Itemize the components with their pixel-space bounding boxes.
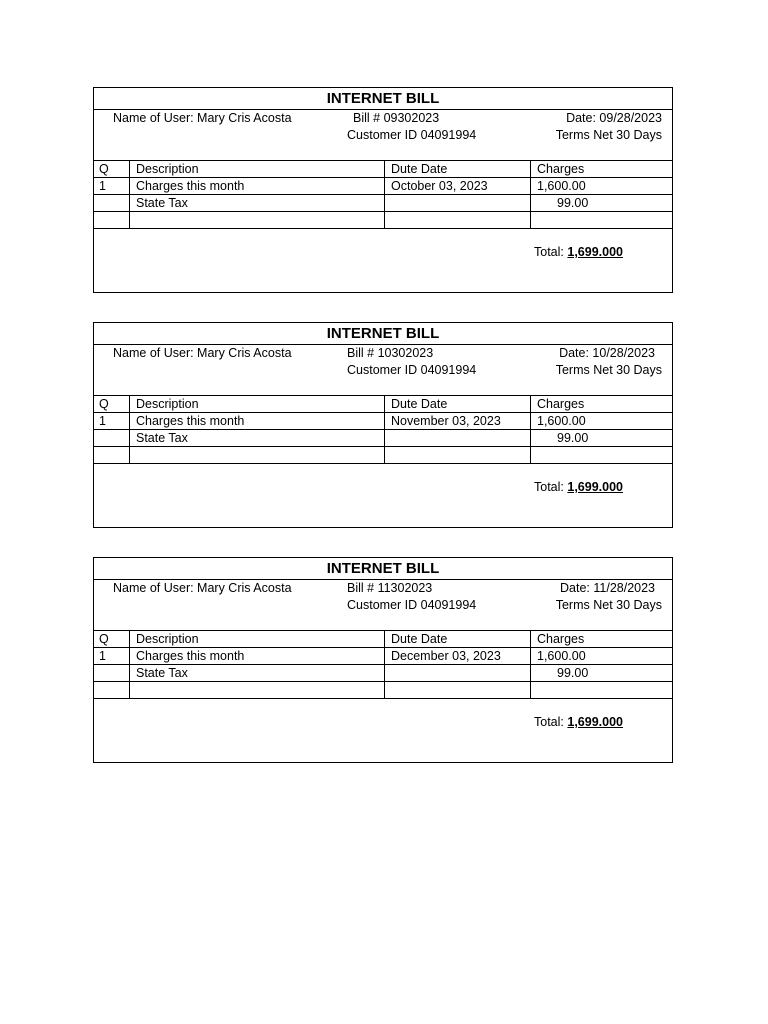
cell-q: [94, 682, 130, 699]
cell-charges: 1,600.00: [531, 648, 673, 665]
header-charges: Charges: [531, 631, 673, 648]
header-charges: Charges: [531, 161, 673, 178]
total-label: Total:: [534, 715, 564, 729]
table-row: [94, 430, 672, 447]
cell-description: Charges this month: [130, 178, 385, 195]
header-description: Description: [130, 396, 385, 413]
bill-info: [94, 110, 672, 160]
total: [534, 480, 623, 494]
header-q: Q: [94, 631, 130, 648]
bill-info: [94, 580, 672, 630]
table-row: [94, 212, 672, 229]
cell-q: [94, 447, 130, 464]
bill-date: Date: 09/28/2023: [566, 111, 662, 125]
table-row: [94, 648, 672, 665]
total: [534, 245, 623, 259]
cell-charges: [531, 212, 673, 229]
cell-charges: [531, 682, 673, 699]
customer-id: Customer ID 04091994: [347, 598, 477, 612]
bill-number: Bill # 11302023: [347, 581, 433, 595]
cell-due-date: [385, 447, 531, 464]
total-area: [94, 699, 672, 765]
total-area: [94, 464, 672, 530]
cell-due-date: December 03, 2023: [385, 648, 531, 665]
cell-description: Charges this month: [130, 648, 385, 665]
cell-charges: 1,600.00: [531, 178, 673, 195]
cell-q: [94, 195, 130, 212]
bill-date: Date: 10/28/2023: [559, 346, 655, 360]
table-header-row: [94, 161, 672, 178]
table-row: [94, 413, 672, 430]
cell-due-date: [385, 665, 531, 682]
total-label: Total:: [534, 480, 564, 494]
cell-description: State Tax: [130, 665, 385, 682]
user-name: Name of User: Mary Cris Acosta: [113, 346, 292, 360]
bill-number: Bill # 09302023: [353, 111, 440, 125]
cell-charges: 1,600.00: [531, 413, 673, 430]
cell-q: 1: [94, 178, 130, 195]
internet-bill-3: [93, 557, 673, 763]
bill-number: Bill # 10302023: [347, 346, 434, 360]
cell-due-date: November 03, 2023: [385, 413, 531, 430]
table-row: [94, 447, 672, 464]
cell-description: [130, 447, 385, 464]
cell-description: State Tax: [130, 430, 385, 447]
bill-title: INTERNET BILL: [94, 88, 672, 110]
bill-date: Date: 11/28/2023: [560, 581, 655, 595]
cell-q: [94, 430, 130, 447]
total-value: 1,699.000: [567, 245, 623, 259]
table-row: [94, 178, 672, 195]
charges-table: [94, 630, 672, 699]
cell-charges: 99.00: [531, 430, 673, 447]
table-header-row: [94, 396, 672, 413]
cell-due-date: [385, 212, 531, 229]
total-area: [94, 229, 672, 295]
table-row: [94, 665, 672, 682]
user-name: Name of User: Mary Cris Acosta: [113, 111, 292, 125]
header-due-date: Dute Date: [385, 631, 531, 648]
charges-table: [94, 395, 672, 464]
cell-q: 1: [94, 413, 130, 430]
cell-charges: 99.00: [531, 195, 673, 212]
cell-q: 1: [94, 648, 130, 665]
total-value: 1,699.000: [567, 480, 623, 494]
customer-id: Customer ID 04091994: [347, 128, 477, 142]
cell-charges: 99.00: [531, 665, 673, 682]
total-value: 1,699.000: [567, 715, 623, 729]
customer-id: Customer ID 04091994: [347, 363, 477, 377]
cell-q: [94, 212, 130, 229]
cell-charges: [531, 447, 673, 464]
cell-description: [130, 212, 385, 229]
total: [534, 715, 623, 729]
header-description: Description: [130, 631, 385, 648]
internet-bill-2: [93, 322, 673, 528]
cell-due-date: [385, 430, 531, 447]
user-name: Name of User: Mary Cris Acosta: [113, 581, 292, 595]
payment-terms: Terms Net 30 Days: [555, 128, 662, 142]
payment-terms: Terms Net 30 Days: [555, 363, 662, 377]
header-q: Q: [94, 396, 130, 413]
cell-due-date: [385, 682, 531, 699]
bill-title: INTERNET BILL: [94, 558, 672, 580]
cell-description: [130, 682, 385, 699]
header-due-date: Dute Date: [385, 396, 531, 413]
cell-description: Charges this month: [130, 413, 385, 430]
cell-q: [94, 665, 130, 682]
header-description: Description: [130, 161, 385, 178]
payment-terms: Terms Net 30 Days: [555, 598, 662, 612]
header-due-date: Dute Date: [385, 161, 531, 178]
header-charges: Charges: [531, 396, 673, 413]
total-label: Total:: [534, 245, 564, 259]
table-row: [94, 195, 672, 212]
charges-table: [94, 160, 672, 229]
table-row: [94, 682, 672, 699]
header-q: Q: [94, 161, 130, 178]
cell-description: State Tax: [130, 195, 385, 212]
cell-due-date: [385, 195, 531, 212]
internet-bill-1: [93, 87, 673, 293]
bill-info: [94, 345, 672, 395]
table-header-row: [94, 631, 672, 648]
cell-due-date: October 03, 2023: [385, 178, 531, 195]
bill-title: INTERNET BILL: [94, 323, 672, 345]
